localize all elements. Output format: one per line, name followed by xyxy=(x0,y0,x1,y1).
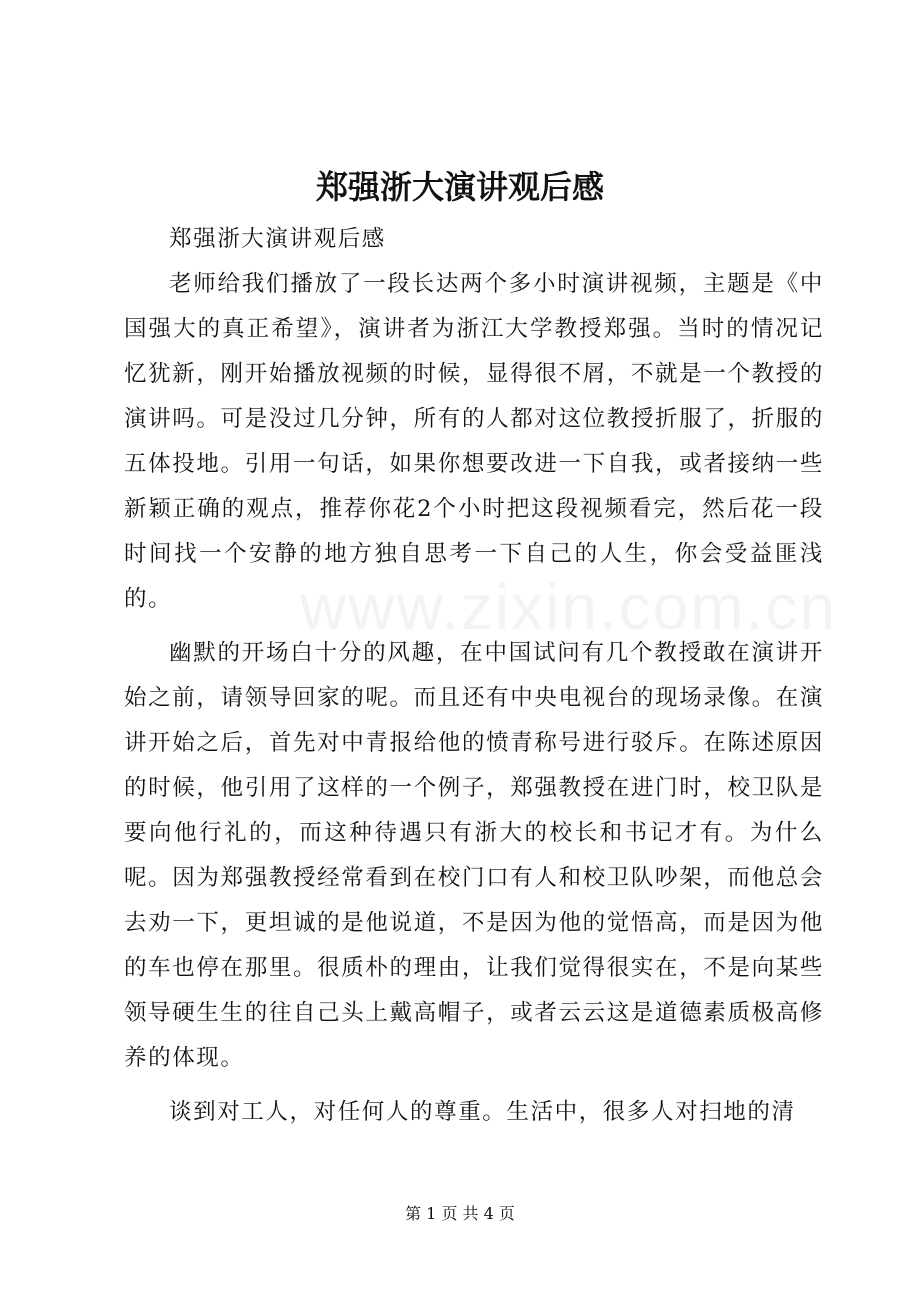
paragraph-2: 幽默的开场白十分的风趣，在中国试问有几个教授敢在演讲开始之前，请领导回家的呢。而且还有中央电视台的现场录像。在演讲开始之后，首先对中青报给他的愤青称号进行驳斥。在陈述原因的时候，他引用了这样的一个例子，郑强教授在进门时，校卫队是要向他行礼的，而这种待遇只有浙大的校长和书记才有。为什么呢。因为郑强教授经常看到在校门口有人和校卫队吵架，而他总会去劝一下，更坦诚的是他说道，不是因为他的觉悟高，而是因为他的车也停在那里。很质朴的理由，让我们觉得很实在，不是向某些领导硬生生的往自己头上戴高帽子，或者云云这是道德素质极高修养的体现。 xyxy=(124,640,824,1071)
document-body xyxy=(124,217,824,1135)
watermark: www.zixin.com.cn xyxy=(300,571,837,643)
paragraph-3: 谈到对工人，对任何人的尊重。生活中，很多人对扫地的清 xyxy=(169,1099,796,1125)
page-footer: 第 1 页 共 4 页 xyxy=(405,1204,515,1223)
document-title: 郑强浙大演讲观后感 xyxy=(315,168,604,206)
paragraph-1: 老师给我们播放了一段长达两个多小时演讲视频，主题是《中国强大的真正希望》，演讲者为浙江大学教授郑强。当时的情况记忆犹新，刚开始播放视频的时候，显得很不屑，不就是一个教授的演讲吗。可是没过几分钟，所有的人都对这位教授折服了，折服的五体投地。引用一句话，如果你想要改进一下自我，或者接纳一些新颖正确的观点，推荐你花2个小时把这段视频看完，然后花一段时间找一个安静的地方独自思考一下自己的人生，你会受益匪浅的。 xyxy=(124,271,824,612)
subtitle-line: 郑强浙大演讲观后感 xyxy=(169,226,386,252)
